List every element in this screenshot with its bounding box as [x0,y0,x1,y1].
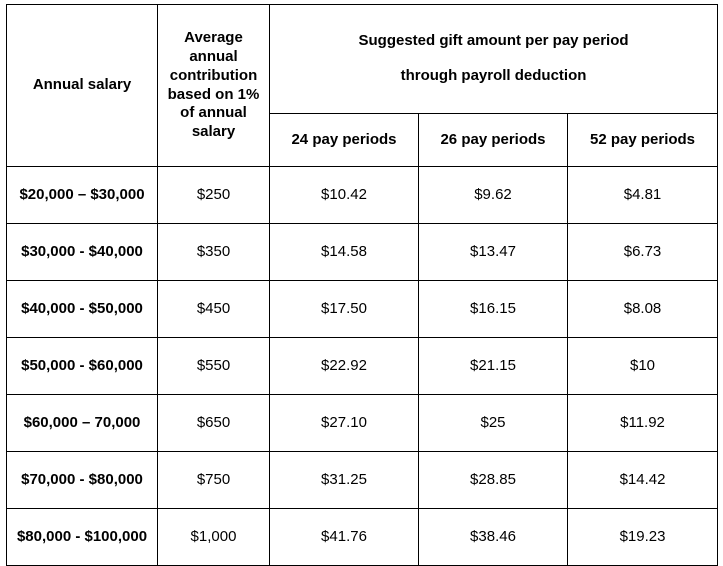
cell-52-pay-periods: $11.92 [568,395,718,452]
cell-average-contribution: $450 [158,281,270,338]
table-body [7,167,718,566]
table-header-row-1 [7,5,718,114]
column-header-average-contribution: Average annual contribution based on 1% of annual salary [158,5,270,167]
cell-24-pay-periods: $41.76 [270,509,419,566]
cell-24-pay-periods: $31.25 [270,452,419,509]
cell-26-pay-periods: $38.46 [419,509,568,566]
cell-52-pay-periods: $8.08 [568,281,718,338]
cell-salary-range: $60,000 – 70,000 [7,395,158,452]
cell-average-contribution: $550 [158,338,270,395]
cell-salary-range: $70,000 - $80,000 [7,452,158,509]
cell-salary-range: $20,000 – $30,000 [7,167,158,224]
cell-24-pay-periods: $27.10 [270,395,419,452]
cell-salary-range: $40,000 - $50,000 [7,281,158,338]
column-header-suggested-gift [270,5,718,114]
cell-26-pay-periods: $16.15 [419,281,568,338]
cell-average-contribution: $750 [158,452,270,509]
cell-average-contribution: $1,000 [158,509,270,566]
column-header-24-pay-periods: 24 pay periods [270,114,419,167]
cell-52-pay-periods: $19.23 [568,509,718,566]
table-row [7,509,718,566]
cell-26-pay-periods: $28.85 [419,452,568,509]
cell-52-pay-periods: $6.73 [568,224,718,281]
table-row [7,281,718,338]
cell-52-pay-periods: $4.81 [568,167,718,224]
table-row [7,395,718,452]
table-row [7,452,718,509]
cell-52-pay-periods: $14.42 [568,452,718,509]
column-header-52-pay-periods: 52 pay periods [568,114,718,167]
suggested-gift-line-2: through payroll deduction [400,67,587,84]
cell-24-pay-periods: $10.42 [270,167,419,224]
cell-24-pay-periods: $22.92 [270,338,419,395]
cell-24-pay-periods: $14.58 [270,224,419,281]
column-header-annual-salary: Annual salary [7,5,158,167]
cell-average-contribution: $250 [158,167,270,224]
table-header [7,5,718,167]
cell-24-pay-periods: $17.50 [270,281,419,338]
cell-26-pay-periods: $25 [419,395,568,452]
cell-average-contribution: $650 [158,395,270,452]
cell-salary-range: $80,000 - $100,000 [7,509,158,566]
cell-52-pay-periods: $10 [568,338,718,395]
suggested-gift-line-1: Suggested gift amount per pay period [358,32,629,50]
suggested-gift-table [6,4,718,566]
table-row [7,167,718,224]
cell-average-contribution: $350 [158,224,270,281]
cell-26-pay-periods: $21.15 [419,338,568,395]
cell-salary-range: $30,000 - $40,000 [7,224,158,281]
cell-salary-range: $50,000 - $60,000 [7,338,158,395]
cell-26-pay-periods: $9.62 [419,167,568,224]
table-row [7,224,718,281]
table-row [7,338,718,395]
column-header-26-pay-periods: 26 pay periods [419,114,568,167]
cell-26-pay-periods: $13.47 [419,224,568,281]
